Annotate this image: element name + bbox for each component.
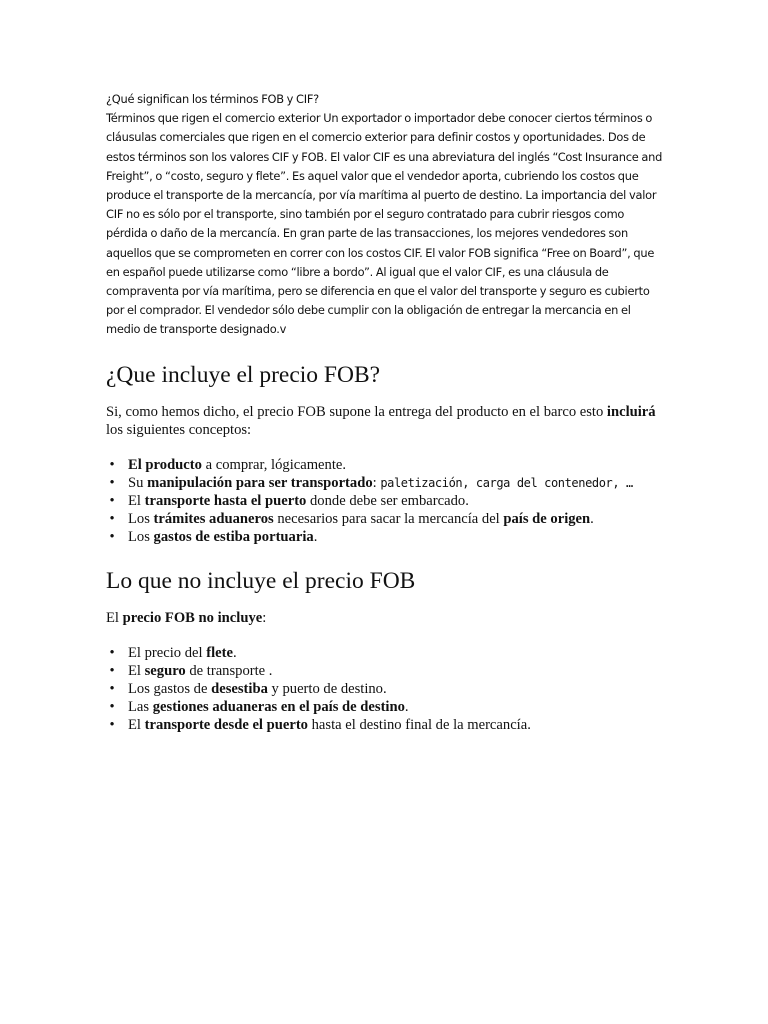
item-text: Los [128,510,154,527]
item-text: El [128,492,145,509]
item-bold: seguro [144,662,186,679]
list-item [109,474,666,492]
item-text: : [372,474,381,491]
item-text: Los gastos de [128,680,212,697]
item-bold: trámites aduaneros [153,510,274,527]
list-item [109,680,666,698]
excludes-list [106,644,666,734]
item-text: hasta el destino final de la mercancía. [307,716,531,733]
list-item [109,492,666,510]
item-bold: flete [206,644,233,661]
bullet-icon: • [109,492,115,509]
bullet-icon: • [109,698,115,715]
item-text: Su [128,474,148,491]
includes-intro-before: Si, como hemos dicho, el precio FOB supone la entrega del producto en el barco esto [106,403,607,420]
item-text: Los [128,528,154,545]
item-bold: gestiones aduaneras en el país de destino [152,698,405,715]
item-text: El [128,662,145,679]
item-text: . [313,528,318,545]
item-text: . [404,698,409,715]
item-text: y puerto de destino. [267,680,387,697]
excludes-intro-text [106,609,666,627]
intro-section [106,90,666,340]
includes-intro-bold: incluirá [606,403,656,420]
item-bold: El producto [128,456,202,473]
item-bold: transporte desde el puerto [144,716,308,733]
item-text: donde debe ser embarcado. [306,492,469,509]
bullet-icon: • [109,662,115,679]
item-text: . [232,644,237,661]
includes-intro-text [106,403,666,439]
bullet-icon: • [109,456,115,473]
list-item [109,510,666,528]
bullet-icon: • [109,528,115,545]
bullet-icon: • [109,474,115,491]
excludes-intro-bold: precio FOB no incluye [122,609,263,626]
bullet-icon: • [109,716,115,733]
list-item [109,662,666,680]
list-item [109,698,666,716]
bullet-icon: • [109,680,115,697]
item-bold: gastos de estiba portuaria [153,528,314,545]
document-page [106,90,666,734]
list-item [109,644,666,662]
bullet-icon: • [109,510,115,527]
intro-paragraph: Términos que rigen el comercio exterior Un exportador o importador debe conocer ciertos términos o cláusulas comerciales que rigen en el comercio exterior para definir costos y oportunidades. Dos de estos términos son los valores CIF y FOB. El valor CIF es una abreviatura del inglés “Cost Insurance and Freight”, o “costo, seguro y flete”. Es aquel valor que el vendedor aporta, cubriendo los costos que produce el transporte de la mercancía, por vía marítima al puerto de destino. La importancia del valor CIF no es sólo por el transporte, sino también por el seguro contratado para cubrir riesgos como pérdida o daño de la mercancía. En gran parte de las transacciones, los mejores vendedores son aquellos que se comprometen en correr con los costos CIF. El valor FOB significa “Free on Board”, que en español puede utilizarse como “libre a bordo”. Al igual que el valor CIF, es una cláusula de compraventa por vía marítima, pero se diferencia en que el valor del transporte y seguro es cubierto por el comprador. El vendedor sólo debe cumplir con la obligación de entregar la mercancia en el medio de transporte designado.v [106,111,663,337]
excludes-intro-after: : [262,609,267,626]
bullet-icon: • [109,644,115,661]
list-item [109,716,666,734]
item-text: El precio del [128,644,207,661]
item-text: El [128,716,145,733]
item-bold: país de origen [503,510,591,527]
item-bold: manipulación para ser transportado [147,474,373,491]
excludes-intro-before: El [106,609,123,626]
item-text: a comprar, lógicamente. [201,456,347,473]
item-text: necesarios para sacar la mercancía del [273,510,504,527]
heading-includes: ¿Que incluye el precio FOB? [106,361,381,388]
item-text: . [590,510,594,527]
item-bold: transporte hasta el puerto [144,492,307,509]
intro-title: ¿Qué significan los términos FOB y CIF? [106,92,319,106]
item-bold: desestiba [211,680,268,697]
includes-list [106,456,666,546]
item-mono-text: paletización, carga del contenedor, … [380,475,633,490]
item-text: Las [128,698,153,715]
includes-intro-after: los siguientes conceptos: [106,421,252,438]
list-item [109,456,666,474]
item-text: de transporte . [185,662,273,679]
heading-excludes: Lo que no incluye el precio FOB [106,567,416,594]
list-item [109,528,666,546]
